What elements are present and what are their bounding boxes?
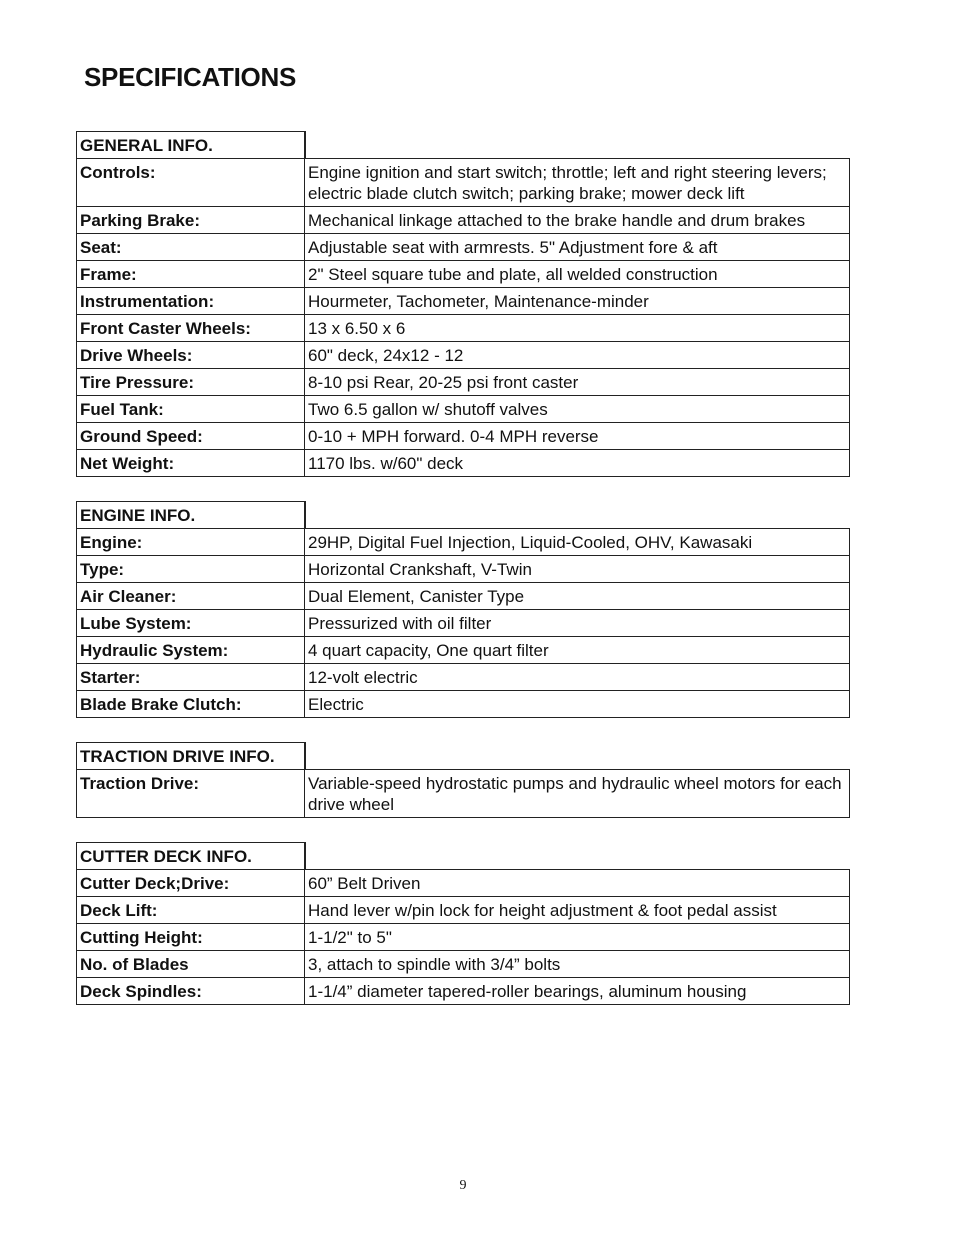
spec-label: Hydraulic System:: [76, 637, 305, 664]
section-heading-blank-cell: [305, 131, 850, 159]
spec-value: Pressurized with oil filter: [305, 610, 850, 637]
spec-label: Instrumentation:: [76, 288, 305, 315]
spec-value: Two 6.5 gallon w/ shutoff valves: [305, 396, 850, 423]
spec-row: [76, 423, 850, 450]
spec-row: [76, 159, 850, 207]
spec-row: [76, 450, 850, 477]
section-heading: ENGINE INFO.: [76, 501, 305, 529]
spec-label: Type:: [76, 556, 305, 583]
spec-label: Engine:: [76, 529, 305, 556]
spec-row: [76, 529, 850, 556]
spec-label: Deck Spindles:: [76, 978, 305, 1005]
section-heading: CUTTER DECK INFO.: [76, 842, 305, 870]
page-title: SPECIFICATIONS: [84, 62, 297, 92]
spec-label: Deck Lift:: [76, 897, 305, 924]
specifications-tables: [76, 131, 850, 1029]
spec-value: 0-10 + MPH forward. 0-4 MPH reverse: [305, 423, 850, 450]
spec-label: No. of Blades: [76, 951, 305, 978]
spec-value: 60" deck, 24x12 - 12: [305, 342, 850, 369]
spec-row: [76, 610, 850, 637]
spec-section: [76, 131, 850, 477]
section-heading: TRACTION DRIVE INFO.: [76, 742, 305, 770]
spec-label: Lube System:: [76, 610, 305, 637]
page-number: 9: [459, 1178, 467, 1193]
spec-value: Horizontal Crankshaft, V-Twin: [305, 556, 850, 583]
spec-label: Cutting Height:: [76, 924, 305, 951]
spec-label: Frame:: [76, 261, 305, 288]
spec-value: 1-1/4” diameter tapered-roller bearings, aluminum housing: [305, 978, 850, 1005]
spec-label: Parking Brake:: [76, 207, 305, 234]
spec-row: [76, 664, 850, 691]
spec-value: Variable-speed hydrostatic pumps and hydraulic wheel motors for each drive wheel: [305, 770, 850, 818]
spec-row: [76, 770, 850, 818]
spec-label: Fuel Tank:: [76, 396, 305, 423]
spec-value: Hourmeter, Tachometer, Maintenance-minder: [305, 288, 850, 315]
spec-value: 8-10 psi Rear, 20-25 psi front caster: [305, 369, 850, 396]
spec-value: 4 quart capacity, One quart filter: [305, 637, 850, 664]
spec-row: [76, 897, 850, 924]
spec-value: Dual Element, Canister Type: [305, 583, 850, 610]
spec-label: Seat:: [76, 234, 305, 261]
spec-row: [76, 870, 850, 897]
spec-label: Front Caster Wheels:: [76, 315, 305, 342]
spec-value: 29HP, Digital Fuel Injection, Liquid-Cooled, OHV, Kawasaki: [305, 529, 850, 556]
spec-label: Net Weight:: [76, 450, 305, 477]
spec-label: Air Cleaner:: [76, 583, 305, 610]
section-header-row: [76, 501, 850, 529]
spec-row: [76, 234, 850, 261]
spec-value: 3, attach to spindle with 3/4” bolts: [305, 951, 850, 978]
spec-row: [76, 342, 850, 369]
spec-label: Blade Brake Clutch:: [76, 691, 305, 718]
spec-row: [76, 396, 850, 423]
spec-label: Tire Pressure:: [76, 369, 305, 396]
spec-row: [76, 924, 850, 951]
section-header-row: [76, 842, 850, 870]
spec-value: 12-volt electric: [305, 664, 850, 691]
spec-section: [76, 742, 850, 818]
spec-value: 1170 lbs. w/60" deck: [305, 450, 850, 477]
spec-label: Controls:: [76, 159, 305, 207]
spec-label: Cutter Deck;Drive:: [76, 870, 305, 897]
spec-row: [76, 978, 850, 1005]
spec-label: Starter:: [76, 664, 305, 691]
spec-row: [76, 369, 850, 396]
spec-row: [76, 288, 850, 315]
spec-row: [76, 315, 850, 342]
spec-value: 1-1/2" to 5": [305, 924, 850, 951]
spec-label: Traction Drive:: [76, 770, 305, 818]
spec-value: Hand lever w/pin lock for height adjustment & foot pedal assist: [305, 897, 850, 924]
spec-row: [76, 261, 850, 288]
spec-value: 13 x 6.50 x 6: [305, 315, 850, 342]
spec-value: Electric: [305, 691, 850, 718]
section-heading-blank-cell: [305, 742, 850, 770]
section-header-row: [76, 742, 850, 770]
spec-row: [76, 207, 850, 234]
spec-row: [76, 556, 850, 583]
section-header-row: [76, 131, 850, 159]
spec-row: [76, 637, 850, 664]
spec-value: Mechanical linkage attached to the brake handle and drum brakes: [305, 207, 850, 234]
spec-row: [76, 583, 850, 610]
spec-section: [76, 501, 850, 718]
section-heading-blank-cell: [305, 501, 850, 529]
spec-value: Engine ignition and start switch; throttle; left and right steering levers; electric blade clutch switch; parking brake; mower deck lift: [305, 159, 850, 207]
spec-value: 2" Steel square tube and plate, all welded construction: [305, 261, 850, 288]
spec-label: Drive Wheels:: [76, 342, 305, 369]
spec-row: [76, 951, 850, 978]
spec-label: Ground Speed:: [76, 423, 305, 450]
spec-row: [76, 691, 850, 718]
section-heading-blank-cell: [305, 842, 850, 870]
section-heading: GENERAL INFO.: [76, 131, 305, 159]
spec-section: [76, 842, 850, 1005]
spec-value: Adjustable seat with armrests. 5" Adjustment fore & aft: [305, 234, 850, 261]
spec-value: 60” Belt Driven: [305, 870, 850, 897]
